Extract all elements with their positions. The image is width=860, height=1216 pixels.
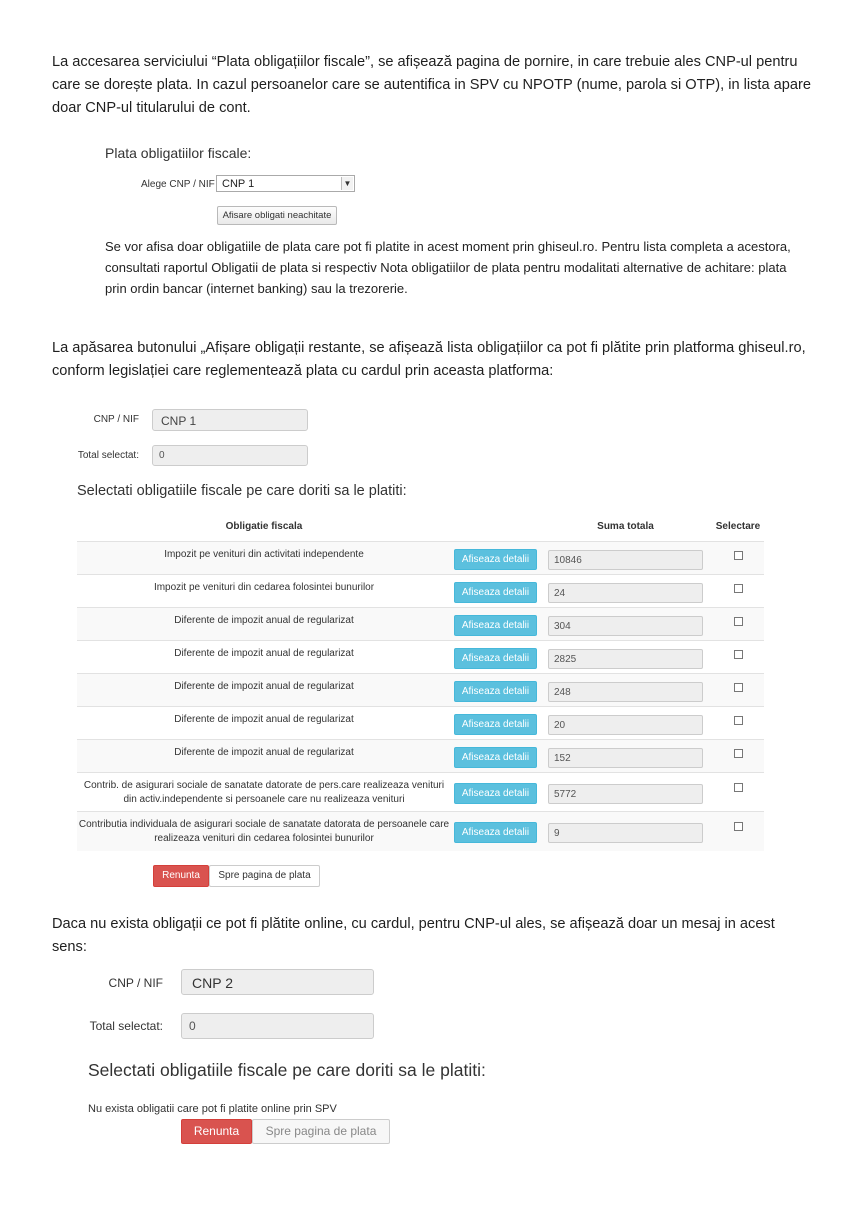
column-obligation: Obligatie fiscala — [225, 521, 303, 532]
obligation-name: Diferente de impozit anual de regularizat — [174, 714, 354, 725]
table-row — [77, 574, 764, 608]
select-checkbox[interactable] — [734, 650, 743, 659]
show-details-button[interactable]: Afiseaza detalii — [454, 615, 537, 636]
show-details-button[interactable]: Afiseaza detalii — [454, 681, 537, 702]
empty-cnp-field[interactable]: CNP 2 — [181, 969, 374, 995]
column-select: Selectare — [715, 521, 761, 532]
table-row — [77, 811, 764, 851]
chevron-down-icon: ▼ — [341, 177, 353, 190]
empty-heading: Selectati obligatiile fiscale pe care doriti sa le platiti: — [88, 1060, 486, 1080]
table-row — [77, 706, 764, 740]
table-row — [77, 772, 764, 812]
table-row — [77, 541, 764, 575]
obligation-name: Diferente de impozit anual de regularizat — [174, 681, 354, 692]
table-row — [77, 607, 764, 641]
cnp-field[interactable]: CNP 1 — [152, 409, 308, 431]
show-details-button[interactable]: Afiseaza detalii — [454, 648, 537, 669]
obligation-name: Impozit pe venituri din cedarea folosintei bunurilor — [153, 582, 375, 593]
select-checkbox[interactable] — [734, 551, 743, 560]
cnp-select[interactable] — [216, 175, 355, 192]
amount-field: 2825 — [548, 649, 703, 669]
select-checkbox[interactable] — [734, 749, 743, 758]
obligation-name: Diferente de impozit anual de regularizat — [174, 615, 354, 626]
start-form-notice: Se vor afisa doar obligatiile de plata care pot fi platite in acest moment prin ghiseul.ro. Pentru lista completa a acestora, consultati raportul Obligatii de plata si respectiv Nota obligatiilor de plata pentru modalitati alternative de achitare: plata prin ordin bancar (internet banking) sau la trezorerie. — [105, 239, 791, 296]
select-checkbox[interactable] — [734, 584, 743, 593]
select-checkbox[interactable] — [734, 783, 743, 792]
show-details-button[interactable]: Afiseaza detalii — [454, 747, 537, 768]
show-details-button[interactable]: Afiseaza detalii — [454, 822, 537, 843]
obligation-name: Contrib. de asigurari sociale de sanatate datorate de pers.care realizeaza venituri din activ.independente si persoanele care nu realizeaza venituri — [83, 780, 445, 805]
total-selected-field: 0 — [152, 445, 308, 466]
empty-cnp-label: CNP / NIF — [108, 976, 163, 990]
amount-field: 5772 — [548, 784, 703, 804]
obligation-name: Impozit pe venituri din activitati independente — [164, 549, 364, 560]
show-details-button[interactable]: Afiseaza detalii — [454, 783, 537, 804]
table-row — [77, 640, 764, 674]
total-selected-label: Total selectat: — [77, 450, 139, 461]
third-paragraph: Daca nu exista obligații ce pot fi plătite online, cu cardul, pentru CNP-ul ales, se afișează doar un mesaj in acest sens: — [52, 916, 775, 955]
select-cnp-label: Alege CNP / NIF — [141, 179, 215, 190]
no-obligations-message: Nu exista obligatii care pot fi platite online prin SPV — [88, 1103, 337, 1115]
cnp-label: CNP / NIF — [93, 414, 139, 425]
empty-cancel-button[interactable]: Renunta — [181, 1119, 252, 1144]
empty-total-label: Total selectat: — [89, 1019, 163, 1033]
show-details-button[interactable]: Afiseaza detalii — [454, 714, 537, 735]
obligation-name: Diferente de impozit anual de regularizat — [174, 747, 354, 758]
empty-pay-page-button[interactable]: Spre pagina de plata — [252, 1119, 390, 1144]
amount-field: 20 — [548, 715, 703, 735]
cancel-button[interactable]: Renunta — [153, 865, 209, 887]
column-total: Suma totala — [597, 521, 654, 532]
list-heading: Selectati obligatiile fiscale pe care doriti sa le platiti: — [77, 483, 407, 499]
select-checkbox[interactable] — [734, 683, 743, 692]
amount-field: 9 — [548, 823, 703, 843]
amount-field: 248 — [548, 682, 703, 702]
amount-field: 152 — [548, 748, 703, 768]
show-details-button[interactable]: Afiseaza detalii — [454, 549, 537, 570]
select-checkbox[interactable] — [734, 716, 743, 725]
select-checkbox[interactable] — [734, 822, 743, 831]
select-checkbox[interactable] — [734, 617, 743, 626]
obligation-name: Diferente de impozit anual de regularizat — [174, 648, 354, 659]
empty-total-field: 0 — [181, 1013, 374, 1039]
obligation-name: Contributia individuala de asigurari sociale de sanatate datorata de persoanele care realizeaza venituri din cedarea folosintei bunurilor — [78, 819, 450, 844]
amount-field: 24 — [548, 583, 703, 603]
second-paragraph: La apăsarea butonului „Afișare obligații restante, se afișează lista obligațiilor ca pot fi plătite prin platforma ghiseul.ro, conform legislației care reglementează plata cu cardul prin aceasta platforma: — [52, 340, 806, 379]
cnp-select-value: CNP 1 — [222, 178, 255, 190]
show-obligations-button[interactable]: Afisare obligati neachitate — [217, 206, 337, 225]
intro-paragraph: La accesarea serviciului “Plata obligațiilor fiscale”, se afișează pagina de pornire, in care trebuie ales CNP-ul pentru care se dorește plata. In cazul persoanelor care se autentifica in SPV cu NPOTP (nume, parola si OTP), in lista apare doar CNP-ul titularului de cont. — [52, 54, 811, 116]
amount-field: 304 — [548, 616, 703, 636]
table-row — [77, 739, 764, 773]
show-details-button[interactable]: Afiseaza detalii — [454, 582, 537, 603]
start-form-title: Plata obligatiilor fiscale: — [105, 145, 252, 161]
pay-page-button[interactable]: Spre pagina de plata — [209, 865, 320, 887]
amount-field: 10846 — [548, 550, 703, 570]
table-row — [77, 673, 764, 707]
